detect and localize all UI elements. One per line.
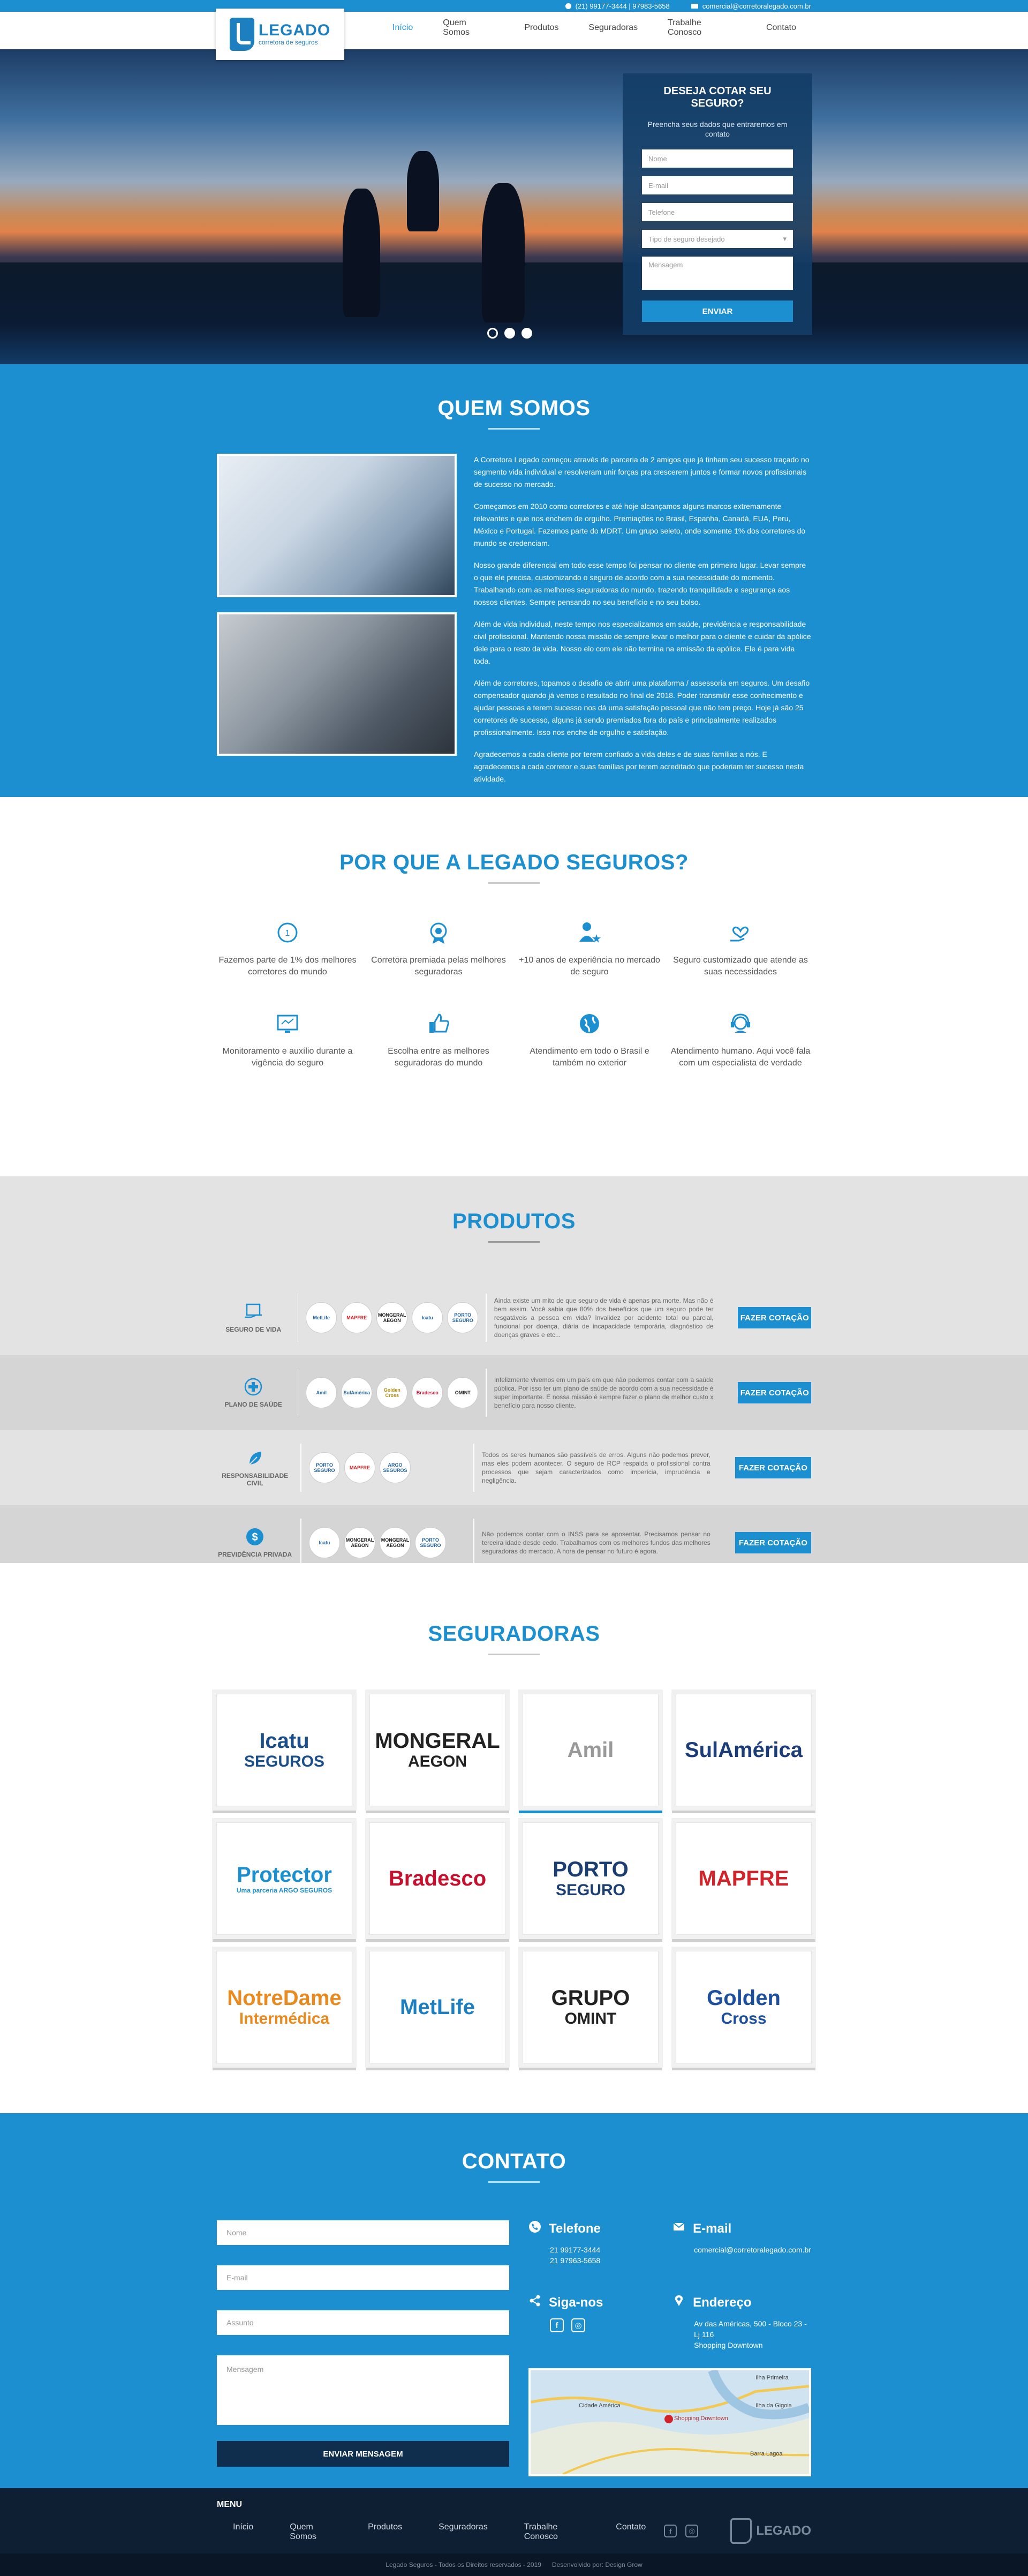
contact-email xyxy=(672,2220,811,2294)
about-paragraph: Nosso grande diferencial em todo esse tempo foi pensar no cliente em primeiro lugar. Levar sempre o que ele precisa, customizando o seguro de acordo com a sua necessidade do momento. Trabalhando com as melhores seguradoras do mundo, trazendo tranquilidade e segurança aos nossos clientes. Sempre pensando no seu benefício e no seu bolso. xyxy=(474,561,806,606)
insurer-card[interactable] xyxy=(216,1951,352,2063)
product-insurer-logos xyxy=(309,1527,466,1558)
monitor-icon xyxy=(274,1010,301,1037)
insurer-card[interactable] xyxy=(216,1694,352,1806)
insurer-logo: ARGO SEGUROS xyxy=(380,1452,411,1483)
divider xyxy=(300,1444,301,1492)
about-paragraph: Começamos em 2010 como corretores e até hoje alcançamos alguns marcos extremamente relevantes e que nos enchem de orgulho. Premiações no Brasil, Espanha, Canadá, EUA, Peru, México e Portugal. Fazemos parte do MDRT. Um grupo seleto, onde somente 1% dos corretores do mundo se credenciam. xyxy=(474,502,806,547)
footer-link-trabalhe-conosco[interactable]: Trabalhe Conosco xyxy=(524,2522,558,2541)
award-icon xyxy=(425,919,452,946)
carousel-dot-1[interactable] xyxy=(487,328,498,339)
instagram-icon[interactable]: ◎ xyxy=(685,2525,698,2537)
contact-email-input[interactable]: E-mail xyxy=(217,2265,509,2290)
footer-brand: LEGADO xyxy=(756,2524,811,2538)
insurer-logo: OMINT xyxy=(447,1377,478,1408)
insurer-card[interactable] xyxy=(523,1694,659,1806)
nav-seguradoras[interactable]: Seguradoras xyxy=(588,23,638,32)
top-bar xyxy=(0,0,1028,12)
map-label: Shopping Downtown xyxy=(674,2415,728,2422)
logo-mark-icon xyxy=(230,18,254,51)
contact-name-input[interactable]: Nome xyxy=(217,2220,509,2245)
brand-tagline: corretora de seguros xyxy=(258,39,318,46)
quote-name-input[interactable]: Nome xyxy=(642,149,793,168)
insurer-name: SulAmérica xyxy=(684,1738,803,1762)
insurer-subtitle: Uma parceria ARGO SEGUROS xyxy=(236,1887,332,1894)
footer-menu xyxy=(217,2522,664,2542)
phone-title: Telefone xyxy=(549,2221,601,2236)
footer-link-inicio[interactable]: Início xyxy=(233,2522,254,2532)
insurer-name: PORTO xyxy=(553,1858,629,1881)
insurer-name: MetLife xyxy=(400,1995,475,2019)
divider xyxy=(298,1294,299,1342)
phone-icon xyxy=(528,2220,541,2237)
products-title: PRODUTOS xyxy=(452,1210,576,1233)
divider xyxy=(300,1519,301,1567)
insurer-name: GRUPO xyxy=(551,1986,630,2010)
contact-phone xyxy=(528,2220,651,2294)
insurer-card[interactable] xyxy=(216,1822,352,1935)
why-section xyxy=(0,797,1028,1176)
insurer-name: MONGERAL xyxy=(375,1729,500,1753)
insurer-name: Golden xyxy=(707,1986,781,2010)
map-label: Ilha da Gigoia xyxy=(755,2402,792,2409)
svg-text:1: 1 xyxy=(285,929,290,938)
insurer-logo: PORTO SEGURO xyxy=(309,1452,340,1483)
product-row-vida xyxy=(0,1280,1028,1355)
family-silhouette-adult xyxy=(482,183,525,322)
why-text: +10 anos de experiência no mercado de seguro xyxy=(519,956,660,977)
insurer-card[interactable] xyxy=(523,1822,659,1935)
leaf-shield-icon xyxy=(245,1448,264,1468)
logo[interactable] xyxy=(216,9,344,60)
about-paragraph: Agradecemos a cada cliente por terem confiado a vida deles e de suas famílias a nós. E agradecemos a cada corretor e suas famílias por terem acreditado que poderiam ter sucesso nesta atividade. xyxy=(474,750,804,783)
address-title: Endereço xyxy=(693,2295,752,2310)
about-photo-meeting xyxy=(217,454,457,597)
about-section xyxy=(0,364,1028,797)
quote-previdencia-button[interactable]: FAZER COTAÇÃO xyxy=(735,1532,811,1553)
email-title: E-mail xyxy=(693,2221,732,2236)
quote-vida-button[interactable]: FAZER COTAÇÃO xyxy=(738,1307,811,1328)
heart-hand-icon xyxy=(727,919,754,946)
why-item xyxy=(668,1010,813,1069)
nav-contato[interactable]: Contato xyxy=(766,23,796,32)
send-message-button[interactable]: ENVIAR MENSAGEM xyxy=(217,2441,509,2467)
insurer-subtitle: SEGURO xyxy=(555,1881,625,1899)
map-label: Ilha Primeira xyxy=(755,2375,789,2381)
why-text: Atendimento humano. Aqui você fala com um especialista de verdade xyxy=(670,1047,811,1068)
divider xyxy=(473,1519,474,1567)
email-contact[interactable] xyxy=(691,2,811,10)
title-divider xyxy=(488,428,540,430)
envelope-icon xyxy=(672,2220,685,2237)
map-label: Cidade América xyxy=(579,2402,621,2409)
phone-numbers: (21) 99177-3444 | 97983-5658 xyxy=(575,2,670,10)
insurer-subtitle: AEGON xyxy=(407,1753,467,1770)
title-divider xyxy=(488,882,540,884)
address-line: Av das Américas, 500 - Bloco 23 - Lj 116 xyxy=(694,2319,807,2339)
insurer-logo: MONGERAL AEGON xyxy=(380,1527,411,1558)
footer xyxy=(0,2488,1028,2554)
about-paragraph: Além de corretores, topamos o desafio de abrir uma plataforma / assessoria em seguros. Um desafio compensador quando já vemos o resultado no final de 2018. Poder transmitir esse conhecimento e ajudar pessoas a terem sucesso nos dá uma satisfação pessoal que não tem preço. Hoje já são 25 corretores de sucesso, alguns já sendo premiados fora do país e principalmente realizados profissionalmente. Isso nos enche de orgulho e satisfação. xyxy=(474,679,810,737)
why-item xyxy=(668,919,813,978)
insurer-name: Bradesco xyxy=(388,1867,487,1890)
facebook-icon[interactable]: f xyxy=(664,2525,677,2537)
insurer-card[interactable] xyxy=(523,1951,659,2063)
about-paragraph: A Corretora Legado começou através de parceria de 2 amigos que já tinham seu sucesso traçado no segmento vida individual e resolveram unir forças pra crescerem juntos e formar novos profissionais de sucesso no mercado. xyxy=(474,455,810,489)
insurer-card[interactable] xyxy=(676,1822,812,1935)
product-name: RESPONSABILIDADE CIVIL xyxy=(222,1472,289,1487)
about-paragraph: Além de vida individual, neste tempo nos especializamos em saúde, previdência e responsabilidade civil profissional. Mantendo nossa missão de sempre levar o melhor para o cliente e cuidar da apólice dele para o resto da vida. Nosso elo com ele não termina na emissão da apólice. Ele é para vida toda. xyxy=(474,620,811,665)
phone-contact xyxy=(565,2,670,10)
product-row-saude xyxy=(0,1355,1028,1430)
location-map[interactable] xyxy=(528,2368,811,2476)
insurer-name: NotreDame xyxy=(227,1986,342,2010)
why-item xyxy=(366,919,511,978)
contact-title: CONTATO xyxy=(462,2150,566,2173)
brand-name: LEGADO xyxy=(258,21,331,39)
insurer-logo: Icatu xyxy=(309,1527,340,1558)
quote-type-value: Tipo de seguro desejado xyxy=(648,235,725,243)
share-icon xyxy=(528,2294,541,2311)
insurer-subtitle: Cross xyxy=(721,2010,767,2027)
nav-trabalhe-conosco[interactable]: Trabalhe Conosco xyxy=(668,18,702,37)
medal-icon xyxy=(274,919,301,946)
why-item xyxy=(517,919,662,978)
insurer-logo: Golden Cross xyxy=(376,1377,407,1408)
logo-mark-icon xyxy=(730,2518,752,2544)
dollar-icon xyxy=(245,1527,264,1546)
user-star-icon xyxy=(576,919,603,946)
social-title: Siga-nos xyxy=(549,2295,603,2310)
envelope-icon xyxy=(691,4,698,9)
hero-banner xyxy=(0,49,1028,364)
product-insurer-logos xyxy=(306,1302,478,1333)
footer-link-quem-somos[interactable]: Quem Somos xyxy=(290,2522,317,2541)
why-item xyxy=(366,1010,511,1069)
quote-email-input[interactable]: E-mail xyxy=(642,176,793,194)
quote-responsabilidade-button[interactable]: FAZER COTAÇÃO xyxy=(735,1457,811,1478)
why-item xyxy=(215,1010,360,1069)
product-name: PLANO DE SAÚDE xyxy=(224,1401,282,1408)
product-description: Não podemos contar com o INSS para se aposentar. Precisamos pensar no terceira idade desde cedo. Trabalhamos com os melhores fundos das melhores seguradoras do mercado. A hora de pensar no futuro é agora. xyxy=(482,1530,710,1555)
about-title: QUEM SOMOS xyxy=(437,396,591,420)
product-name: SEGURO DE VIDA xyxy=(225,1326,282,1333)
contact-social xyxy=(528,2294,651,2368)
why-text: Atendimento em todo o Brasil e também no exterior xyxy=(530,1047,649,1068)
insurer-name: MAPFRE xyxy=(698,1867,789,1890)
phone-line[interactable]: 21 99177-3444 xyxy=(550,2245,601,2254)
insurer-logo: PORTO SEGURO xyxy=(447,1302,478,1333)
contact-section xyxy=(0,2113,1028,2488)
life-insurance-icon xyxy=(244,1302,263,1321)
insurer-name: Protector xyxy=(237,1863,332,1887)
why-item xyxy=(215,919,360,978)
title-divider xyxy=(488,2181,540,2183)
headset-icon xyxy=(727,1010,754,1037)
family-silhouette-child xyxy=(407,151,439,231)
map-label: Barra Lagoa xyxy=(750,2451,783,2457)
divider xyxy=(486,1369,487,1417)
products-section xyxy=(0,1176,1028,1563)
email-value[interactable]: comercial@corretoralegado.com.br xyxy=(694,2245,811,2254)
insurer-subtitle: Intermédica xyxy=(239,2010,330,2027)
quote-phone-input[interactable]: Telefone xyxy=(642,203,793,221)
contact-message-input[interactable]: Mensagem xyxy=(217,2355,509,2425)
insurer-logo: MONGERAL AEGON xyxy=(344,1527,375,1558)
quote-type-select[interactable] xyxy=(642,230,793,248)
insurer-card[interactable] xyxy=(676,1694,812,1806)
globe-icon xyxy=(576,1010,603,1037)
insurer-logo: MetLife xyxy=(306,1302,337,1333)
svg-text:$: $ xyxy=(252,1531,258,1543)
insurer-logo: Icatu xyxy=(412,1302,443,1333)
quote-submit-button[interactable]: ENVIAR xyxy=(642,301,793,322)
insurer-subtitle: OMINT xyxy=(564,2010,617,2027)
insurer-logo: MONGERAL AEGON xyxy=(376,1302,407,1333)
why-text: Fazemos parte de 1% dos melhores corretores do mundo xyxy=(218,956,357,977)
about-photo-team xyxy=(217,612,457,756)
insurer-name: Amil xyxy=(567,1738,614,1762)
nav-quem-somos[interactable]: Quem Somos xyxy=(443,18,470,37)
quote-title: DESEJA COTAR SEU SEGURO? xyxy=(663,85,772,109)
about-text xyxy=(474,454,811,795)
phone-icon xyxy=(565,3,571,9)
copyright-bar xyxy=(0,2554,1028,2576)
insurer-card[interactable] xyxy=(676,1951,812,2063)
carousel-dots xyxy=(487,328,532,339)
health-plan-icon xyxy=(244,1377,263,1396)
quote-subtitle: Preencha seus dados que entraremos em contato xyxy=(647,120,788,138)
divider xyxy=(298,1369,299,1417)
copyright-text: Legado Seguros - Todos os Direitos reservados - 2019 xyxy=(386,2561,541,2569)
insurer-card[interactable] xyxy=(369,1951,505,2063)
carousel-dot-3[interactable] xyxy=(521,328,532,339)
divider xyxy=(486,1294,487,1342)
email-address[interactable]: comercial@corretoralegado.com.br xyxy=(702,2,811,10)
contact-address xyxy=(672,2294,811,2368)
why-title: POR QUE A LEGADO SEGUROS? xyxy=(339,851,689,874)
insurer-logo: PORTO SEGURO xyxy=(415,1527,446,1558)
why-item xyxy=(517,1010,662,1069)
chevron-down-icon: ▾ xyxy=(783,235,787,243)
insurer-name: Icatu xyxy=(259,1729,309,1753)
quote-saude-button[interactable]: FAZER COTAÇÃO xyxy=(738,1382,811,1403)
product-insurer-logos xyxy=(309,1452,466,1483)
facebook-icon[interactable]: f xyxy=(550,2318,564,2332)
nav-inicio[interactable]: Início xyxy=(392,23,413,32)
title-divider xyxy=(488,1654,540,1655)
product-description: Ainda existe um mito de que seguro de vida é apenas pra morte. Mas não é bem assim. Você sabia que 80% dos benefícios que um seguro pode ter resgatáveis a pessoa em vida? Invalidez por acidente total ou parcial, funcional por doença, diária de incapacidade temporária, diagnóstico de doenças graves e etc... xyxy=(494,1297,714,1339)
map-pin-icon xyxy=(672,2294,685,2311)
insurer-card[interactable] xyxy=(369,1822,505,1935)
insurer-logo: MAPFRE xyxy=(341,1302,372,1333)
nav-produtos[interactable]: Produtos xyxy=(524,23,559,32)
instagram-icon[interactable]: ◎ xyxy=(571,2318,585,2332)
main-nav xyxy=(377,12,811,44)
title-divider xyxy=(488,1241,540,1243)
developer-credit[interactable]: Desenvolvido por: Design Grow xyxy=(551,2561,642,2569)
why-text: Seguro customizado que atende as suas necessidades xyxy=(673,956,808,977)
product-description: Todos os seres humanos são passíveis de erros. Alguns não podemos prever, mas eles podem acontecer. O seguro de RCP respalda o profissional contra processos que sejam caracterizados como imperícia, imprudência e negligência. xyxy=(482,1451,710,1484)
insurer-logo: MAPFRE xyxy=(344,1452,375,1483)
product-description: Infelizmente vivemos em um país em que não podemos contar com a saúde pública. Por isso ter um plano de saúde de acordo com a sua necessidade é super importante. E nossa missão é sempre fazer o plano de melhor custo x benefício para nosso cliente. xyxy=(494,1376,714,1409)
footer-link-seguradoras[interactable]: Seguradoras xyxy=(439,2522,488,2532)
product-row-responsabilidade xyxy=(0,1430,1028,1505)
contact-subject-input[interactable]: Assunto xyxy=(217,2310,509,2335)
insurer-card[interactable] xyxy=(369,1694,505,1806)
phone-line[interactable]: 21 97963-5658 xyxy=(550,2256,601,2265)
insurer-subtitle: SEGUROS xyxy=(244,1753,325,1770)
address-line: Shopping Downtown xyxy=(694,2341,763,2349)
insurer-logo: Bradesco xyxy=(412,1377,443,1408)
insurers-section xyxy=(0,1563,1028,2113)
divider xyxy=(473,1444,474,1492)
contact-form xyxy=(217,2220,509,2476)
quote-message-input[interactable]: Mensagem xyxy=(642,257,793,290)
footer-menu-title: MENU xyxy=(217,2500,243,2509)
footer-link-contato[interactable]: Contato xyxy=(616,2522,646,2532)
why-text: Monitoramento e auxílio durante a vigência do seguro xyxy=(222,1047,353,1068)
why-text: Corretora premiada pelas melhores seguradoras xyxy=(371,956,506,977)
family-silhouette xyxy=(343,189,380,317)
header xyxy=(0,12,1028,49)
footer-logo[interactable] xyxy=(730,2518,811,2544)
carousel-dot-2[interactable] xyxy=(504,328,515,339)
thumbs-up-icon xyxy=(425,1010,452,1037)
quote-form xyxy=(623,73,812,335)
footer-link-produtos[interactable]: Produtos xyxy=(368,2522,403,2532)
product-insurer-logos xyxy=(306,1377,478,1408)
product-name: PREVIDÊNCIA PRIVADA xyxy=(218,1551,292,1558)
insurer-logo: SulAmérica xyxy=(341,1377,372,1408)
why-text: Escolha entre as melhores seguradoras do mundo xyxy=(388,1047,489,1068)
insurers-title: SEGURADORAS xyxy=(428,1622,600,1646)
insurer-logo: Amil xyxy=(306,1377,337,1408)
